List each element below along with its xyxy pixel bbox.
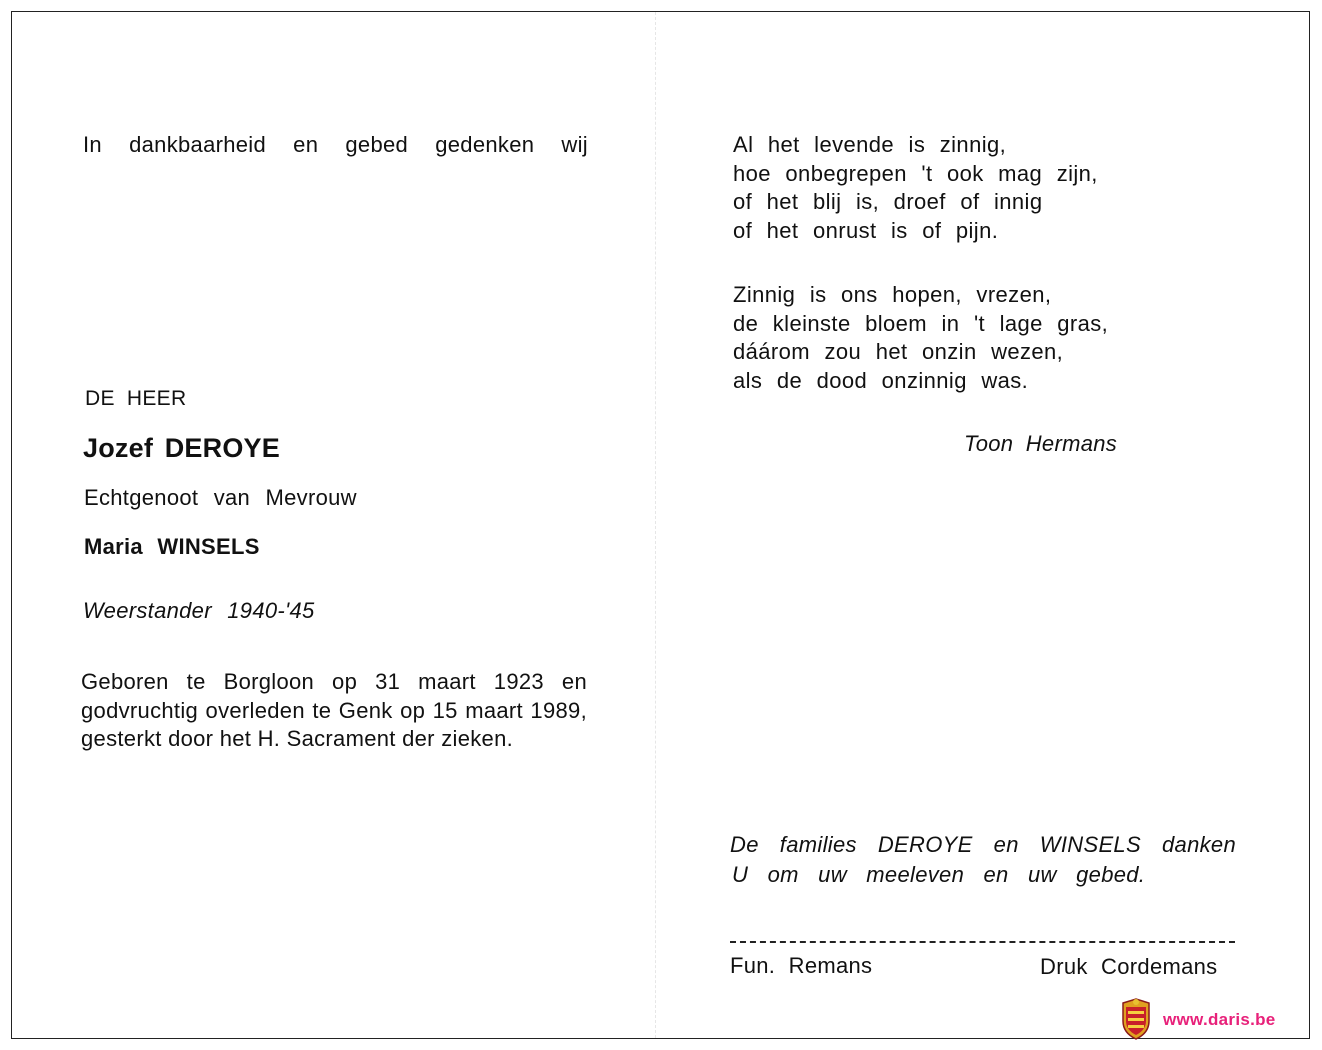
poem-line: Al het levende is zinnig,	[733, 132, 1007, 157]
poem-author: Toon Hermans	[964, 431, 1118, 456]
thanks-line-1: De families DEROYE en WINSELS danken	[730, 832, 1236, 857]
coat-of-arms-icon	[1119, 997, 1153, 1041]
poem-line: of het onrust is of pijn.	[733, 217, 999, 243]
divider-line	[730, 941, 1235, 943]
poem-line: of het blij is, droef of innig	[733, 189, 1043, 214]
watermark-site-link[interactable]: www.daris.be	[1163, 1010, 1276, 1029]
poem-line: als de dood onzinnig was.	[733, 367, 1029, 393]
poem-line: hoe onbegrepen 't ook mag zijn,	[733, 160, 1098, 186]
thanks-line-2: U om uw meeleven en uw gebed.	[732, 862, 1146, 887]
printer: Druk Cordemans	[1040, 954, 1218, 979]
deceased-name: Jozef DEROYE	[83, 433, 280, 463]
poem-line: de kleinste bloem in 't lage gras,	[733, 310, 1109, 336]
poem-stanza-2	[733, 281, 1108, 395]
poem-line: Zinnig is ons hopen, vrezen,	[733, 282, 1052, 307]
poem-line: dáárom zou het onzin wezen,	[733, 339, 1064, 364]
card-fold-line	[655, 12, 656, 1038]
spouse-label: Echtgenoot van Mevrouw	[84, 485, 357, 510]
biography-text: Geboren te Borgloon op 31 maart 1923 en godvruchtig overleden te Genk op 15 maart 1989, gesterkt door het H. Sacrament der zieken.	[81, 669, 587, 751]
spouse-name: Maria WINSELS	[84, 534, 260, 559]
funeral-home: Fun. Remans	[730, 953, 873, 978]
poem-stanza-1	[733, 131, 1098, 245]
resistance-note: Weerstander 1940-'45	[83, 598, 315, 623]
intro-text: In dankbaarheid en gebed gedenken wij	[83, 132, 588, 157]
honorific: DE HEER	[85, 387, 187, 410]
